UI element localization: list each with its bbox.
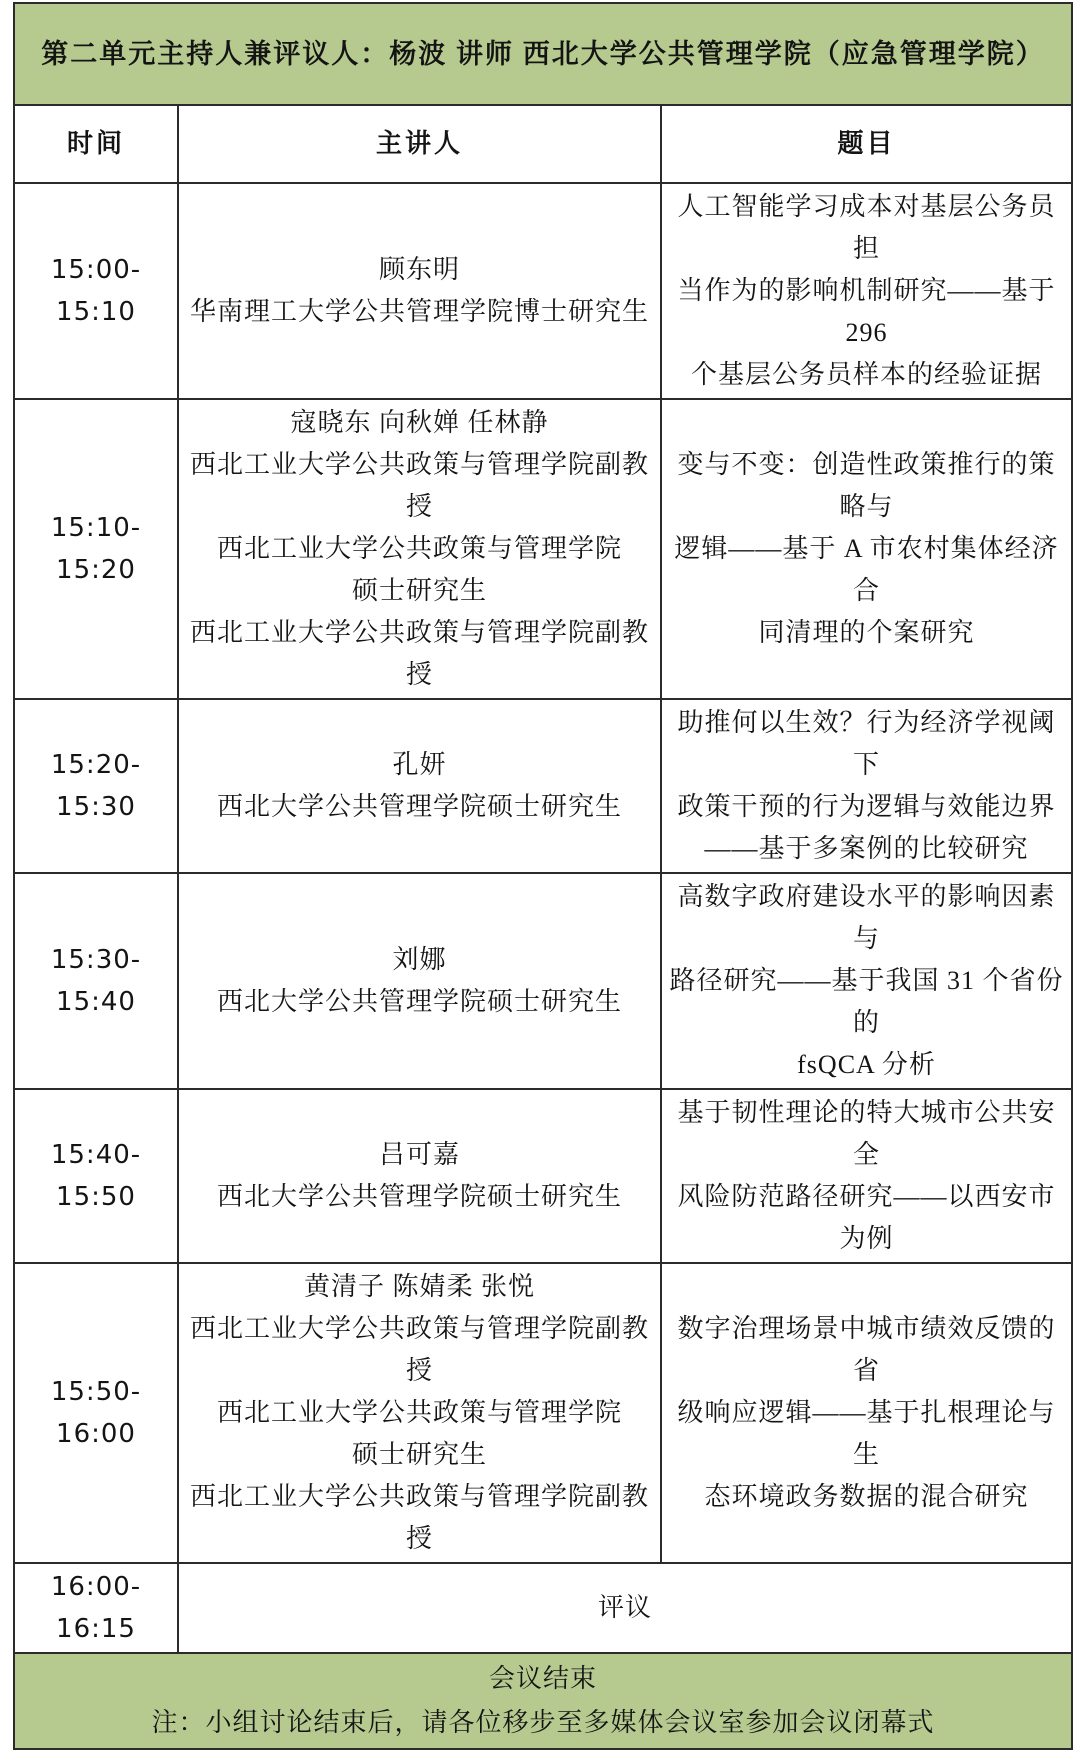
speaker-line: 西北大学公共管理学院硕士研究生 xyxy=(216,1182,622,1211)
speaker-line: 西北大学公共管理学院硕士研究生 xyxy=(216,792,622,821)
unit-banner-title: 第二单元主持人兼评议人：杨波 讲师 西北大学公共管理学院（应急管理学院） xyxy=(14,3,1072,105)
topic-cell xyxy=(661,399,1072,699)
schedule-row xyxy=(14,399,1072,699)
speaker-cell xyxy=(178,873,661,1089)
review-row xyxy=(14,1563,1072,1653)
schedule-row xyxy=(14,873,1072,1089)
speaker-line: 西北工业大学公共政策与管理学院副教授 xyxy=(189,450,649,521)
speaker-cell xyxy=(178,1263,661,1563)
topic-line: 政策干预的行为逻辑与效能边界 xyxy=(677,792,1056,821)
topic-line: 态环境政务数据的混合研究 xyxy=(704,1482,1029,1511)
speaker-line: 孔妍 xyxy=(392,750,447,779)
review-time-cell: 16:00-16:15 xyxy=(14,1563,178,1653)
speaker-line: 西北工业大学公共政策与管理学院副教授 xyxy=(189,618,649,689)
time-cell: 15:30-15:40 xyxy=(14,873,178,1089)
topic-line: ——基于多案例的比较研究 xyxy=(704,834,1029,863)
time-cell: 15:50-16:00 xyxy=(14,1263,178,1563)
speaker-line: 西北大学公共管理学院硕士研究生 xyxy=(216,987,622,1016)
time-cell: 15:00-15:10 xyxy=(14,183,178,399)
schedule-rows xyxy=(14,183,1072,1563)
speaker-line: 西北工业大学公共政策与管理学院 xyxy=(216,1398,622,1427)
column-header-time: 时间 xyxy=(14,105,178,183)
speaker-cell xyxy=(178,183,661,399)
speaker-line: 西北工业大学公共政策与管理学院 xyxy=(216,534,622,563)
speaker-line: 华南理工大学公共管理学院博士研究生 xyxy=(189,297,649,326)
topic-line: 高数字政府建设水平的影响因素与 xyxy=(677,882,1056,953)
topic-line: 人工智能学习成本对基层公务员担 xyxy=(677,192,1056,263)
topic-line: 基于韧性理论的特大城市公共安全 xyxy=(677,1098,1056,1169)
footer-row xyxy=(14,1653,1072,1749)
topic-line: 当作为的影响机制研究——基于 296 xyxy=(677,276,1056,347)
schedule-row xyxy=(14,183,1072,399)
topic-line: 风险防范路径研究——以西安市 xyxy=(677,1182,1056,1211)
topic-line: 级响应逻辑——基于扎根理论与生 xyxy=(677,1398,1056,1469)
time-cell: 15:40-15:50 xyxy=(14,1089,178,1263)
time-cell: 15:20-15:30 xyxy=(14,699,178,873)
speaker-line: 顾东明 xyxy=(378,255,460,284)
unit-banner-row xyxy=(14,3,1072,105)
schedule-row xyxy=(14,1263,1072,1563)
speaker-line: 黄清子 陈婧柔 张悦 xyxy=(303,1272,535,1301)
footer-note: 注：小组讨论结束后，请各位移步至多媒体会议室参加会议闭幕式 xyxy=(151,1708,935,1737)
speaker-cell xyxy=(178,1089,661,1263)
time-cell: 15:10-15:20 xyxy=(14,399,178,699)
topic-line: 数字治理场景中城市绩效反馈的省 xyxy=(677,1314,1056,1385)
speaker-line: 刘娜 xyxy=(392,945,447,974)
meeting-end-label: 会议结束 xyxy=(489,1664,598,1693)
schedule-row xyxy=(14,1089,1072,1263)
speaker-cell xyxy=(178,399,661,699)
topic-line: 路径研究——基于我国 31 个省份的 xyxy=(669,966,1064,1037)
speaker-line: 西北工业大学公共政策与管理学院副教授 xyxy=(189,1314,649,1385)
schedule-table xyxy=(13,2,1073,1750)
speaker-line: 吕可嘉 xyxy=(378,1140,460,1169)
topic-cell xyxy=(661,183,1072,399)
column-header-speaker: 主讲人 xyxy=(178,105,661,183)
topic-line: 为例 xyxy=(839,1224,894,1253)
topic-line: 个基层公务员样本的经验证据 xyxy=(691,360,1043,389)
topic-cell xyxy=(661,699,1072,873)
review-label-cell: 评议 xyxy=(178,1563,1072,1653)
footer-cell xyxy=(14,1653,1072,1749)
speaker-line: 硕士研究生 xyxy=(351,1440,487,1469)
topic-line: 逻辑——基于 A 市农村集体经济合 xyxy=(674,534,1059,605)
schedule-row xyxy=(14,699,1072,873)
topic-cell xyxy=(661,1263,1072,1563)
topic-cell xyxy=(661,873,1072,1089)
speaker-cell xyxy=(178,699,661,873)
speaker-line: 硕士研究生 xyxy=(351,576,487,605)
topic-line: 同清理的个案研究 xyxy=(758,618,975,647)
speaker-line: 西北工业大学公共政策与管理学院副教授 xyxy=(189,1482,649,1553)
topic-line: 变与不变：创造性政策推行的策略与 xyxy=(677,450,1056,521)
column-header-row xyxy=(14,105,1072,183)
topic-line: 助推何以生效？行为经济学视阈下 xyxy=(677,708,1056,779)
topic-line: fsQCA 分析 xyxy=(797,1050,936,1079)
column-header-topic: 题目 xyxy=(661,105,1072,183)
topic-cell xyxy=(661,1089,1072,1263)
speaker-line: 寇晓东 向秋婵 任林静 xyxy=(290,408,549,437)
